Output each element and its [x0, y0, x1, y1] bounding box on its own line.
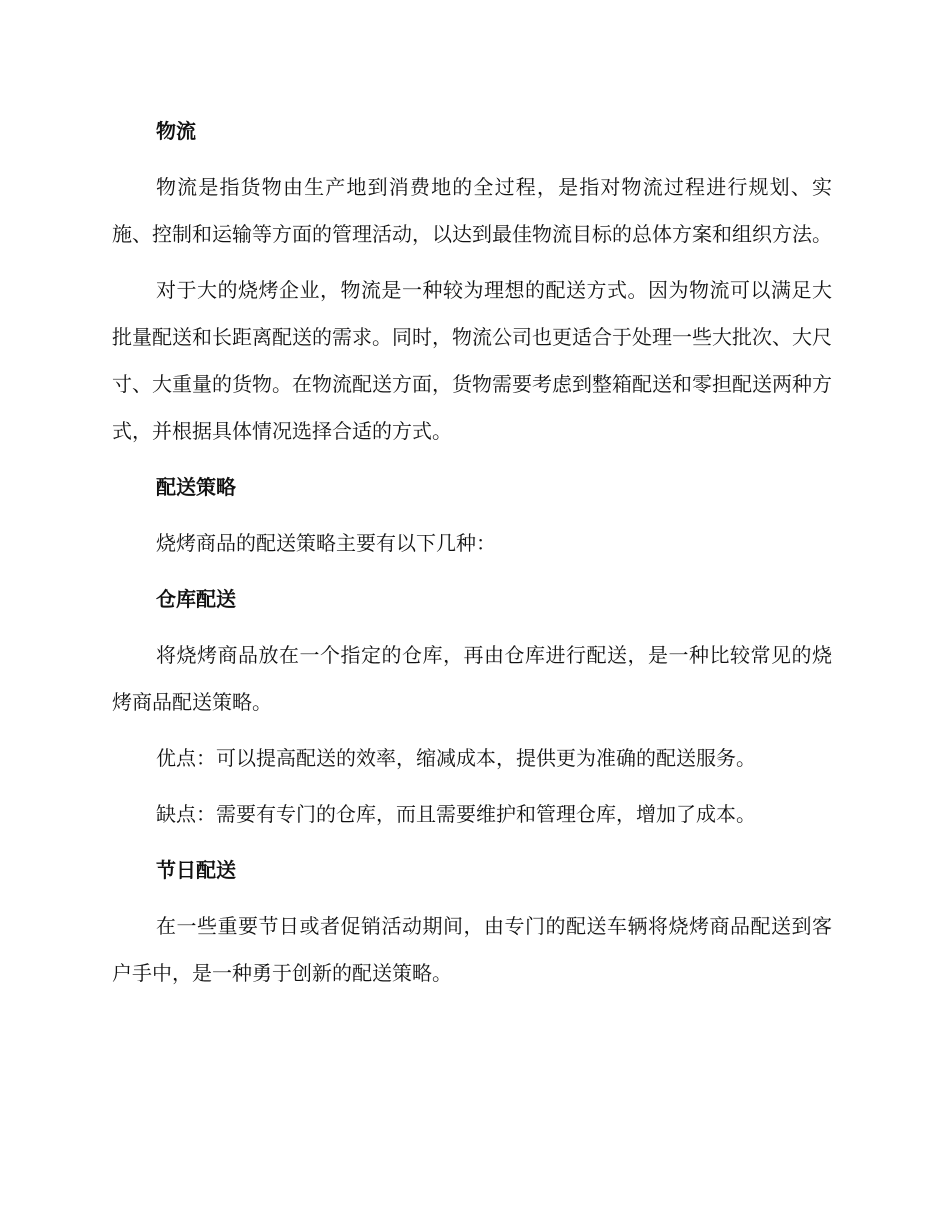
paragraph-advantages: 优点：可以提高配送的效率，缩减成本，提供更为准确的配送服务。: [156, 746, 756, 770]
heading-logistics: 物流: [156, 119, 196, 143]
paragraph-warehouse-delivery: 将烧烤商品放在一个指定的仓库，再由仓库进行配送，是一种比较常见的烧烤商品配送策略。: [112, 643, 832, 714]
heading-warehouse-delivery: 仓库配送: [156, 587, 236, 611]
heading-delivery-strategy: 配送策略: [156, 475, 236, 499]
paragraph-logistics-bbq: 对于大的烧烤企业，物流是一种较为理想的配送方式。因为物流可以满足大批量配送和长距离配送的需求。同时，物流公司也更适合于处理一些大批次、大尺寸、大重量的货物。在物流配送方面，货物需要考虑到整箱配送和零担配送两种方式，并根据具体情况选择合适的方式。: [112, 278, 832, 443]
paragraph-holiday-delivery: 在一些重要节日或者促销活动期间，由专门的配送车辆将烧烤商品配送到客户手中，是一种勇于创新的配送策略。: [112, 914, 832, 985]
paragraph-strategy-intro: 烧烤商品的配送策略主要有以下几种：: [156, 531, 496, 555]
paragraph-disadvantages: 缺点：需要有专门的仓库，而且需要维护和管理仓库，增加了成本。: [156, 802, 756, 826]
heading-holiday-delivery: 节日配送: [156, 858, 236, 882]
document-body: [112, 108, 832, 997]
paragraph-logistics-definition: 物流是指货物由生产地到消费地的全过程，是指对物流过程进行规划、实施、控制和运输等方面的管理活动，以达到最佳物流目标的总体方案和组织方法。: [112, 175, 832, 246]
